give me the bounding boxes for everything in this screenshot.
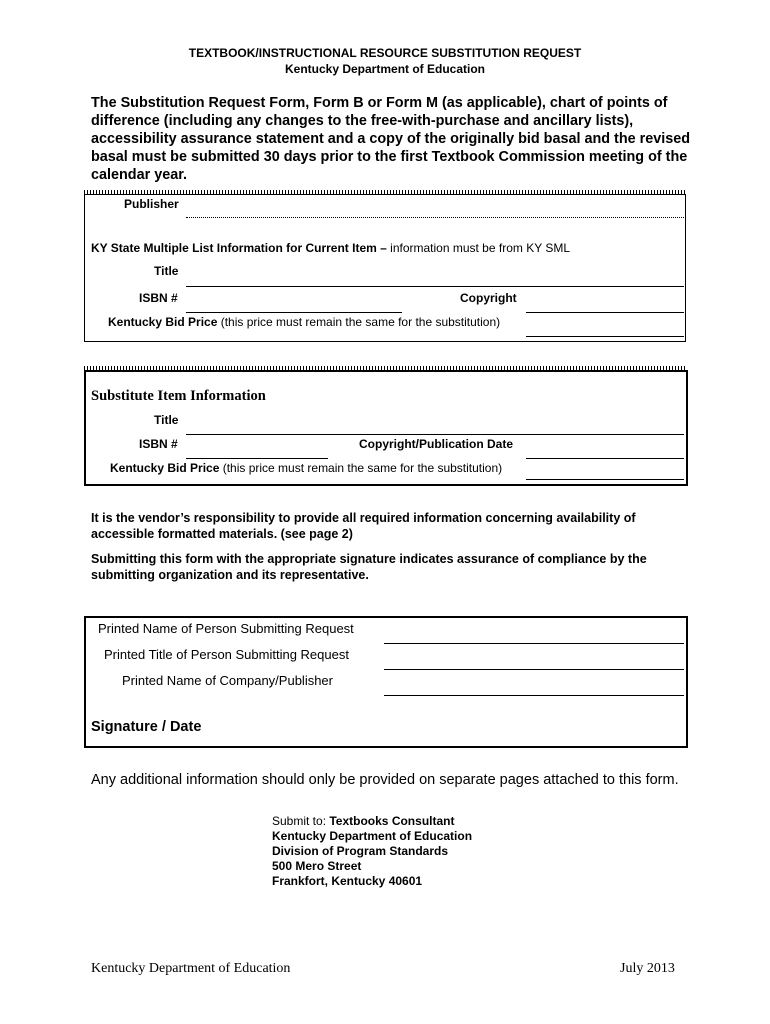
current-isbn-field[interactable] bbox=[186, 312, 402, 313]
current-bid-price-field[interactable] bbox=[526, 336, 684, 337]
current-copyright-label: Copyright bbox=[460, 291, 517, 305]
signature-date-label: Signature / Date bbox=[91, 719, 202, 735]
form-title: TEXTBOOK/INSTRUCTIONAL RESOURCE SUBSTITUTION REQUEST bbox=[188, 46, 582, 60]
substitute-copyright-label: Copyright/Publication Date bbox=[359, 437, 514, 451]
substitute-isbn-field[interactable] bbox=[186, 458, 328, 459]
vendor-statement: It is the vendor’s responsibility to provide all required information concerning availability of accessible formatted materials. (see page 2) bbox=[91, 511, 636, 541]
current-title-field[interactable] bbox=[186, 286, 684, 287]
company-name-field[interactable] bbox=[384, 695, 684, 696]
intro-paragraph: The Substitution Request Form, Form B or Form M (as applicable), chart of points of difference (including any changes to the free-with-purchase and ancillary lists), accessibility assurance statement and a copy of the originally bid basal and the revised basal must be submitted 30 days prior to the first Textbook Commission meeting of the calendar year. bbox=[91, 95, 691, 183]
current-title-label: Title bbox=[154, 264, 179, 278]
form-subtitle: Kentucky Department of Education bbox=[284, 62, 486, 76]
assurance-statement: Submitting this form with the appropriate signature indicates assurance of compliance by the submitting organization and its representative. bbox=[91, 552, 647, 582]
current-copyright-field[interactable] bbox=[526, 312, 684, 313]
substitute-heading: Substitute Item Information bbox=[91, 388, 266, 404]
publisher-field[interactable] bbox=[186, 217, 684, 218]
printed-title-field[interactable] bbox=[384, 669, 684, 670]
printed-title-label: Printed Title of Person Submitting Request bbox=[104, 647, 349, 662]
submit-to-line2: Kentucky Department of Education bbox=[272, 829, 473, 843]
submit-to-line3: Division of Program Standards bbox=[272, 844, 449, 858]
printed-name-field[interactable] bbox=[384, 643, 684, 644]
additional-info: Any additional information should only be provided on separate pages attached to this form. bbox=[91, 772, 679, 788]
company-name-label: Printed Name of Company/Publisher bbox=[122, 673, 333, 688]
signature-date-field[interactable] bbox=[230, 712, 680, 740]
current-isbn-label: ISBN # bbox=[139, 291, 178, 305]
substitute-title-field[interactable] bbox=[186, 434, 684, 435]
submit-to-line4: 500 Mero Street bbox=[272, 859, 362, 873]
current-bid-price-label: Kentucky Bid Price (this price must remain the same for the substitution) bbox=[108, 315, 501, 329]
submit-to-line5: Frankfort, Kentucky 40601 bbox=[272, 874, 423, 888]
submit-to-address bbox=[272, 814, 472, 889]
substitute-bid-price-label: Kentucky Bid Price (this price must remain the same for the substitution) bbox=[110, 461, 503, 475]
substitute-copyright-field[interactable] bbox=[526, 458, 684, 459]
substitute-title-label: Title bbox=[154, 413, 179, 427]
footer-organization: Kentucky Department of Education bbox=[91, 961, 291, 976]
submit-to-line1: Textbooks Consultant bbox=[329, 814, 455, 828]
footer-date: July 2013 bbox=[620, 961, 675, 976]
publisher-label: Publisher bbox=[124, 197, 179, 211]
printed-name-label: Printed Name of Person Submitting Request bbox=[98, 621, 354, 636]
sml-heading: KY State Multiple List Information for Current Item – information must be from KY SML bbox=[91, 241, 570, 255]
substitute-isbn-label: ISBN # bbox=[139, 437, 178, 451]
substitute-bid-price-field[interactable] bbox=[526, 479, 684, 480]
submit-to-prefix: Submit to: bbox=[272, 814, 330, 828]
